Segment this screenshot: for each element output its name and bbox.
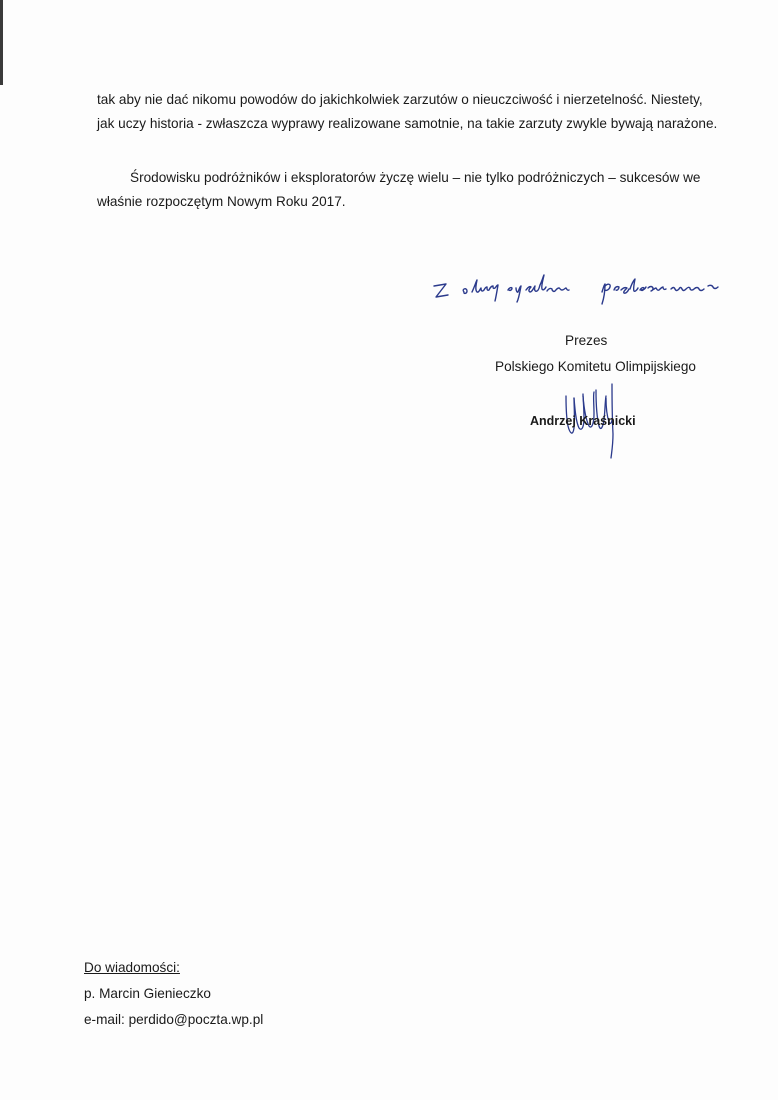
letter-paragraph-1	[97, 88, 718, 136]
paragraph-line: jak uczy historia - zwłaszcza wyprawy realizowane samotnie, na takie zarzuty zwykle bywają narażone.	[97, 116, 718, 131]
signer-title: Prezes	[565, 333, 608, 348]
signer-name: Andrzej Kraśnicki	[530, 414, 636, 428]
paragraph-line: właśnie rozpoczętym Nowym Roku 2017.	[97, 194, 346, 209]
signer-organization: Polskiego Komitetu Olimpijskiego	[495, 359, 696, 374]
paragraph-line: tak aby nie dać nikomu powodów do jakichkolwiek zarzutów o nieuczciwość i nierzetelność. Niestety,	[97, 92, 703, 107]
handwritten-closing-scrawl	[430, 270, 750, 310]
cc-email: e-mail: perdido@poczta.wp.pl	[84, 1012, 264, 1027]
paragraph-line: Środowisku podróżników i eksploratorów życzę wielu – nie tylko podróżniczych – sukcesów we	[130, 170, 701, 185]
cc-heading: Do wiadomości:	[84, 960, 180, 975]
letter-paragraph-2	[97, 166, 701, 214]
handwritten-closing	[430, 270, 750, 310]
handwritten-signature	[548, 362, 648, 462]
cc-block	[84, 955, 263, 1033]
scan-edge-mark	[0, 0, 3, 85]
cc-recipient: p. Marcin Gienieczko	[84, 986, 211, 1001]
